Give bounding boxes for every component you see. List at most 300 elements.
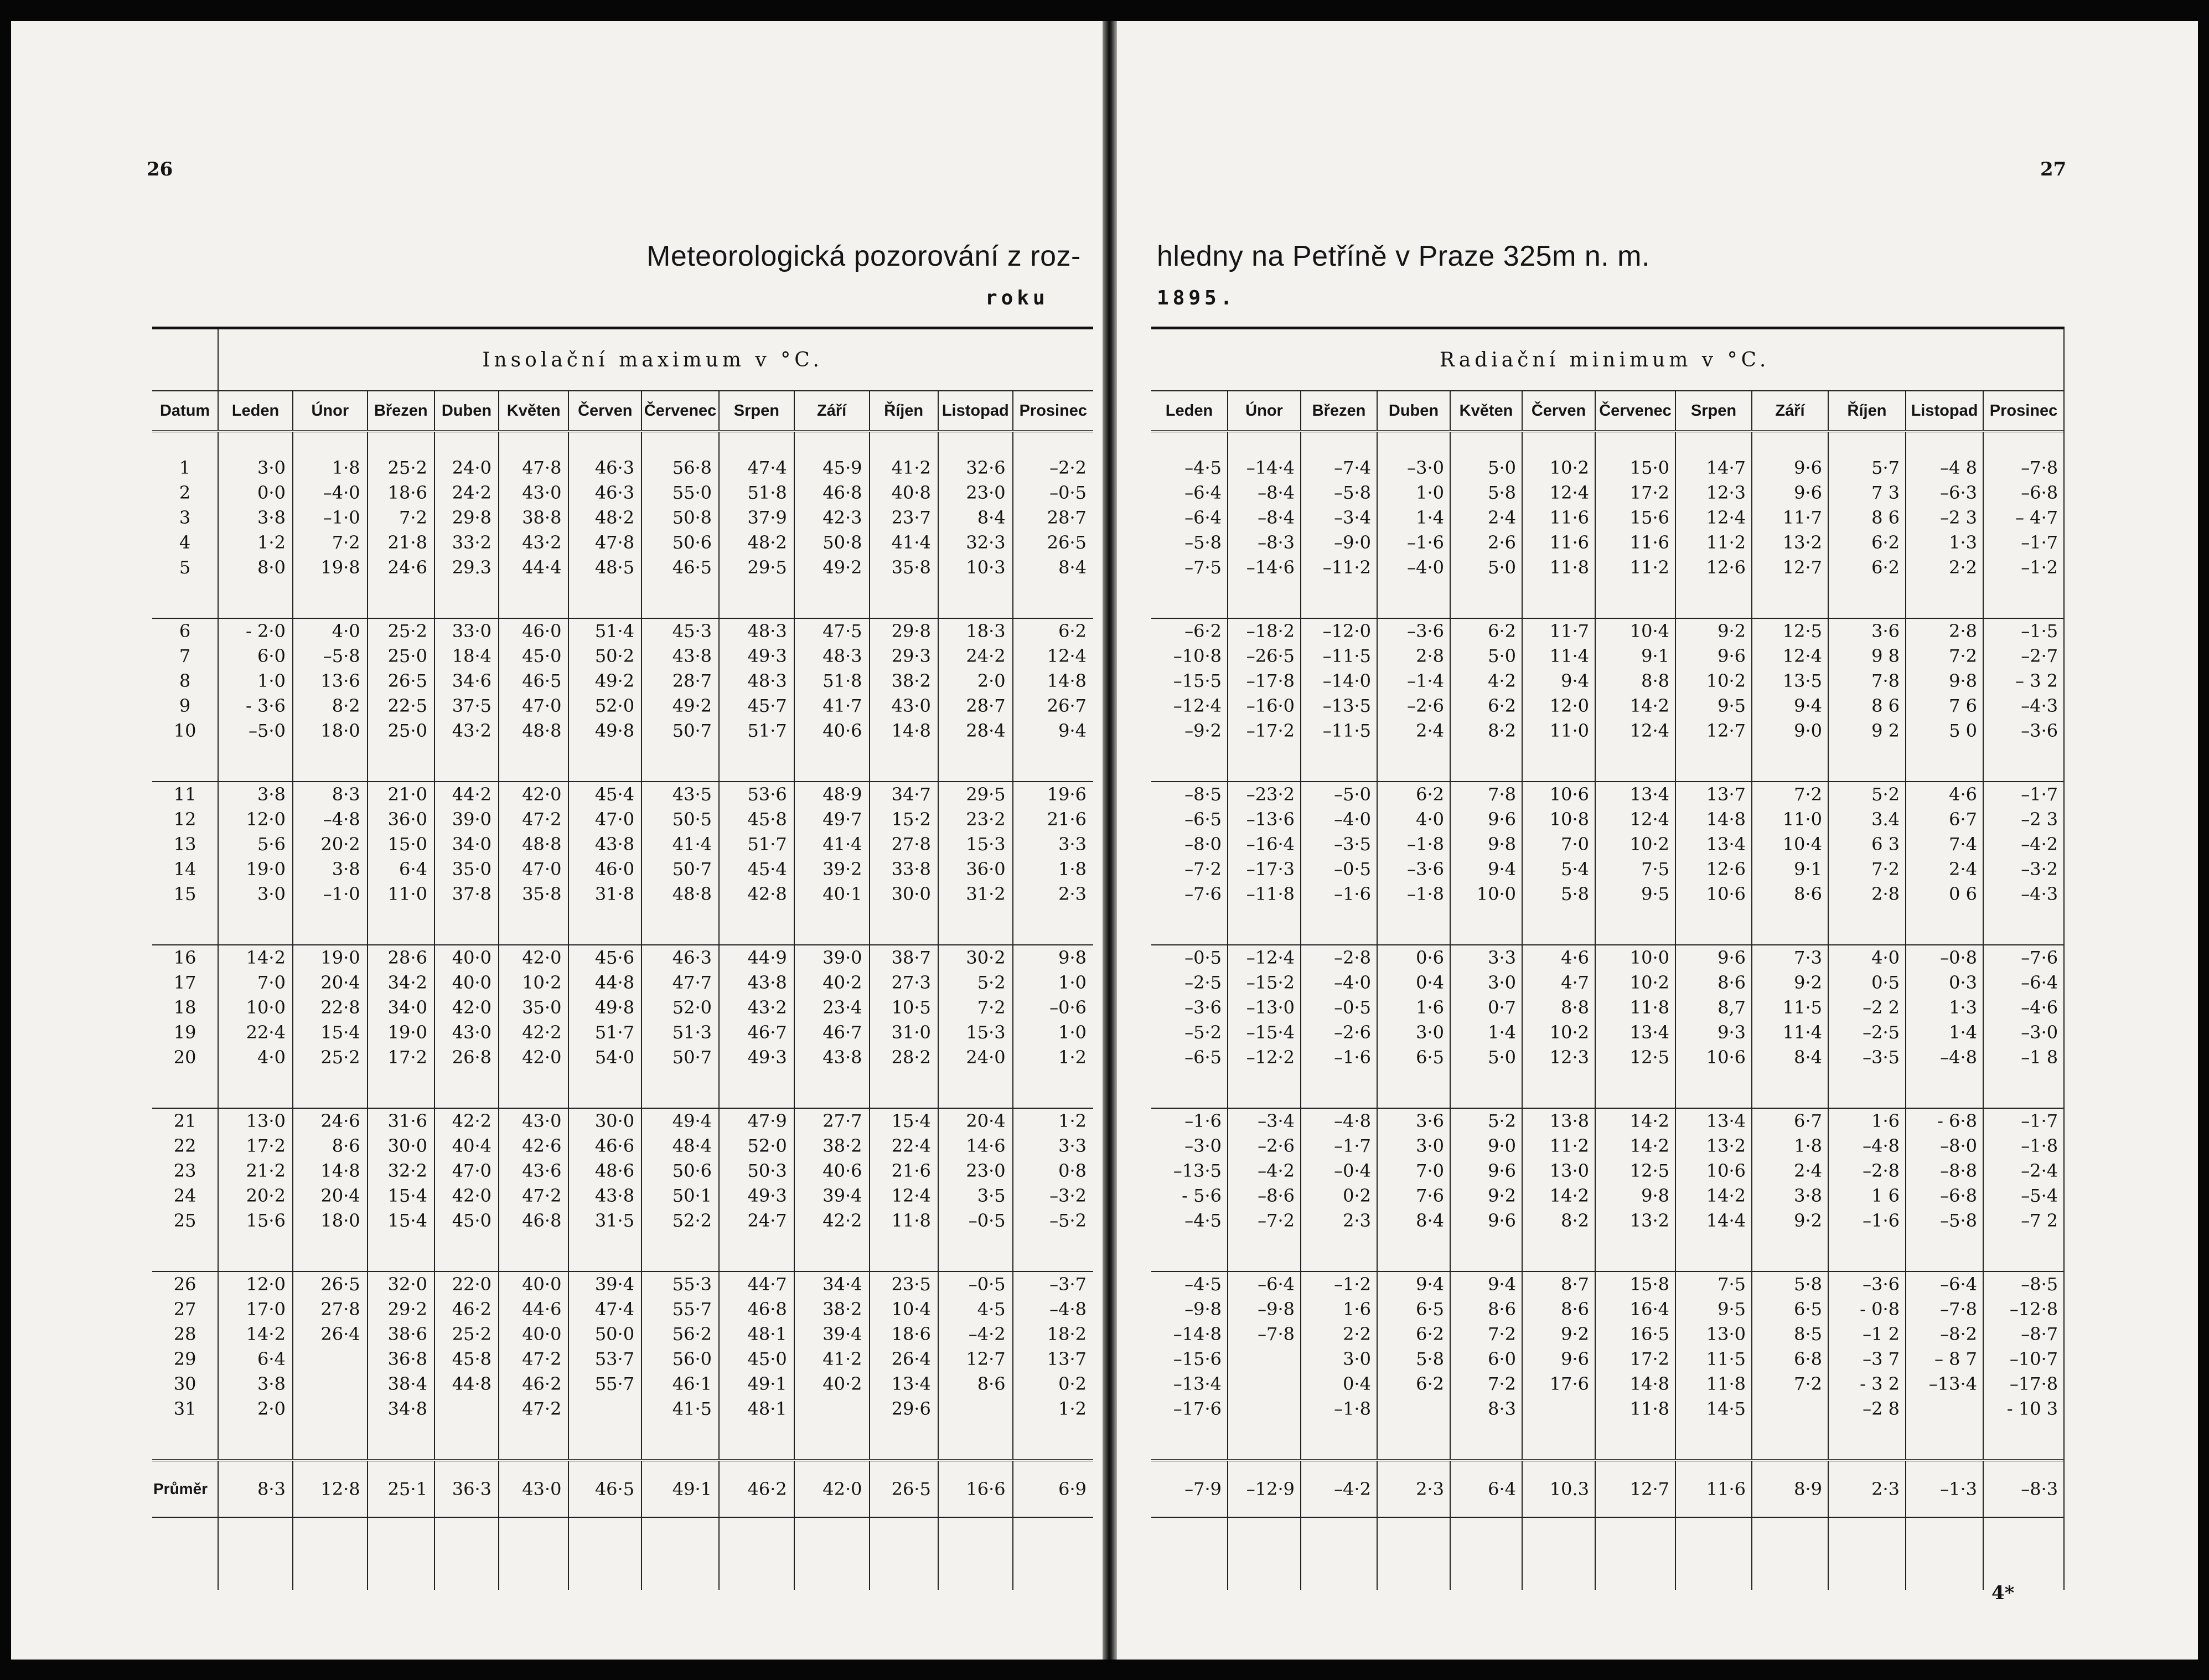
table-cell: – 8 7 xyxy=(1906,1347,1983,1372)
table-cell: –5·8 xyxy=(1184,532,1222,553)
table-cell: 1·3 xyxy=(1906,530,1983,555)
table-cell: –7·8 xyxy=(1906,1297,1983,1322)
table-cell: –16·0 xyxy=(1228,694,1301,718)
table-cell: 40·0 xyxy=(499,1271,568,1297)
table-cell: –8·3 xyxy=(1228,530,1301,555)
table-cell: 47·9 xyxy=(719,1108,794,1134)
table-cell: –7·6 xyxy=(1983,945,2063,970)
table-cell: 23·5 xyxy=(870,1271,938,1297)
table-cell: - 2·0 xyxy=(218,618,293,644)
table-cell: 40·6 xyxy=(794,718,870,743)
table-cell: 12·0 xyxy=(218,1271,293,1297)
table-cell: 8 6 xyxy=(1828,505,1906,530)
table-cell: 38·2 xyxy=(870,669,938,694)
table-cell: 43·8 xyxy=(568,1183,642,1208)
table-cell: –4·2 xyxy=(938,1322,1013,1347)
table-cell: –16·4 xyxy=(1228,832,1301,857)
table-cell: 13·2 xyxy=(1595,1208,1675,1233)
table-cell: 15·3 xyxy=(938,1020,1013,1045)
month-header: Duben xyxy=(434,391,499,431)
month-header: Leden xyxy=(1151,391,1228,431)
table-cell: 5·8 xyxy=(1522,882,1595,907)
table-row xyxy=(1151,1372,2063,1397)
table-cell: 11·2 xyxy=(1522,1134,1595,1159)
table-cell: 9·8 xyxy=(1013,945,1093,970)
month-header: Červenec xyxy=(1595,391,1675,431)
table-row xyxy=(1151,1322,2063,1347)
table-row xyxy=(152,530,1093,555)
table-cell: 34·7 xyxy=(870,782,938,807)
table-cell: 45·0 xyxy=(719,1347,794,1372)
table-cell: 3·8 xyxy=(218,782,293,807)
table-cell: 14·2 xyxy=(1595,1134,1675,1159)
table-cell: –3·6 xyxy=(1377,618,1450,644)
table-cell: –4·8 xyxy=(293,807,368,832)
average-cell: 12·7 xyxy=(1595,1460,1675,1517)
table-cell: 33·2 xyxy=(434,530,499,555)
table-cell: 48·2 xyxy=(719,530,794,555)
table-cell: 42·2 xyxy=(434,1108,499,1134)
day-number: 25 xyxy=(173,1210,196,1231)
table-cell: 6·2 xyxy=(1450,694,1522,718)
table-row xyxy=(152,995,1093,1020)
table-cell: 8·2 xyxy=(1450,718,1522,743)
table-cell: 5·0 xyxy=(1450,456,1522,480)
table-cell: –3·0 xyxy=(1983,1020,2063,1045)
average-cell: –8·3 xyxy=(1983,1460,2063,1517)
table-cell: –0·5 xyxy=(1301,995,1377,1020)
table-cell: 12·5 xyxy=(1595,1045,1675,1070)
table-cell: 11·0 xyxy=(1752,807,1828,832)
table-cell: 16·4 xyxy=(1595,1297,1675,1322)
table-row xyxy=(1151,694,2063,718)
table-cell: 48·8 xyxy=(642,882,719,907)
table-cell: 5·2 xyxy=(1450,1108,1522,1134)
table-cell: 17·2 xyxy=(1595,1347,1675,1372)
table-row xyxy=(152,555,1093,580)
table-cell: –2·6 xyxy=(1228,1134,1301,1159)
table-cell: 5·7 xyxy=(1828,456,1906,480)
table-cell: 20·4 xyxy=(938,1108,1013,1134)
table-cell: 38·4 xyxy=(368,1372,434,1397)
table-cell: 23·0 xyxy=(938,480,1013,505)
table-cell: 38·2 xyxy=(794,1134,870,1159)
table-cell: 47·0 xyxy=(499,694,568,718)
table-cell: 31·5 xyxy=(568,1208,642,1233)
month-header: Říjen xyxy=(1828,391,1906,431)
month-header: Říjen xyxy=(870,391,938,431)
table-cell: 36·0 xyxy=(938,857,1013,882)
table-cell: 48·1 xyxy=(719,1397,794,1421)
table-cell: –1·7 xyxy=(1983,530,2063,555)
table-cell: 26·4 xyxy=(870,1347,938,1372)
average-cell: 6·9 xyxy=(1013,1460,1093,1517)
table-cell: 43·2 xyxy=(719,995,794,1020)
table-cell: 22·4 xyxy=(870,1134,938,1159)
table-cell: 10·0 xyxy=(1450,882,1522,907)
table-cell: 46·3 xyxy=(568,456,642,480)
table-row xyxy=(1151,1347,2063,1372)
table-cell: –8·4 xyxy=(1228,505,1301,530)
table-cell: 44·2 xyxy=(434,782,499,807)
table-row xyxy=(152,945,1093,970)
table-cell: –2·4 xyxy=(1983,1159,2063,1183)
table-cell: 47·4 xyxy=(568,1297,642,1322)
table-cell: 10·6 xyxy=(1675,882,1752,907)
day-number: 28 xyxy=(173,1324,196,1345)
table-cell: 8·4 xyxy=(938,505,1013,530)
day-number: 23 xyxy=(173,1160,196,1181)
table-cell: –5·8 xyxy=(293,644,368,669)
table-cell: 18·0 xyxy=(293,1208,368,1233)
table-row xyxy=(1151,832,2063,857)
day-number: 6 xyxy=(179,621,191,642)
table-cell: 44·8 xyxy=(434,1372,499,1397)
table-cell: –15·6 xyxy=(1173,1348,1222,1369)
table-cell: 19·0 xyxy=(293,945,368,970)
table-cell: 13·2 xyxy=(1752,530,1828,555)
table-cell: 51·4 xyxy=(568,618,642,644)
table-row xyxy=(1151,1183,2063,1208)
table-cell: 45·4 xyxy=(719,857,794,882)
table-cell: 42·2 xyxy=(794,1208,870,1233)
table-cell: 11·8 xyxy=(1595,1397,1675,1421)
table-cell: 50·1 xyxy=(642,1183,719,1208)
table-cell: 34·0 xyxy=(368,995,434,1020)
table-cell: –4·6 xyxy=(1983,995,2063,1020)
table-cell: –5·2 xyxy=(1184,1022,1222,1043)
table-cell: 25·0 xyxy=(368,644,434,669)
table-cell: 37·8 xyxy=(434,882,499,907)
table-cell: 13·7 xyxy=(1013,1347,1093,1372)
table-cell: –3·4 xyxy=(1301,505,1377,530)
table-cell: 2·6 xyxy=(1450,530,1522,555)
table-row xyxy=(152,718,1093,743)
table-cell: 2·2 xyxy=(1906,555,1983,580)
table-cell: 14·8 xyxy=(1013,669,1093,694)
table-cell: 50·5 xyxy=(642,807,719,832)
table-cell: 19·0 xyxy=(218,857,293,882)
table-cell: 40·4 xyxy=(434,1134,499,1159)
table-cell: –1·6 xyxy=(1184,1110,1222,1131)
table-cell: 38·2 xyxy=(794,1297,870,1322)
table-cell: –6·4 xyxy=(1983,970,2063,995)
table-cell: –4·2 xyxy=(1228,1159,1301,1183)
table-cell: 24·7 xyxy=(719,1208,794,1233)
day-number: 4 xyxy=(179,532,191,553)
table-cell: 10·6 xyxy=(1675,1159,1752,1183)
table-row xyxy=(152,1159,1093,1183)
table-cell: 11·6 xyxy=(1522,505,1595,530)
table-cell: –7·2 xyxy=(1228,1208,1301,1233)
table-cell: 8·8 xyxy=(1595,669,1675,694)
table-cell: 18·6 xyxy=(368,480,434,505)
table-cell: 34·4 xyxy=(794,1271,870,1297)
table-row xyxy=(1151,644,2063,669)
table-cell: 10·2 xyxy=(1595,832,1675,857)
table-cell: 25·2 xyxy=(368,618,434,644)
table-cell: 27·3 xyxy=(870,970,938,995)
table-cell: –1·2 xyxy=(1301,1271,1377,1297)
table-row xyxy=(1151,970,2063,995)
day-number: 12 xyxy=(173,809,196,830)
table-cell: –1·7 xyxy=(1983,1108,2063,1134)
table-cell: 46·2 xyxy=(434,1297,499,1322)
day-number: 11 xyxy=(173,784,196,805)
table-row xyxy=(152,970,1093,995)
table-cell: 46·7 xyxy=(719,1020,794,1045)
table-cell: 43·8 xyxy=(719,970,794,995)
table-cell: 49·2 xyxy=(568,669,642,694)
table-cell: 42·0 xyxy=(434,1183,499,1208)
table-cell: –17·8 xyxy=(1228,669,1301,694)
table-cell: –4·0 xyxy=(1301,807,1377,832)
table-cell: 9·3 xyxy=(1675,1020,1752,1045)
table-cell: 10·8 xyxy=(1522,807,1595,832)
table-cell: 50·0 xyxy=(568,1322,642,1347)
table-cell: 17·2 xyxy=(368,1045,434,1070)
table-row xyxy=(1151,1271,2063,1297)
table-cell: 36·0 xyxy=(368,807,434,832)
month-header: Listopad xyxy=(938,391,1013,431)
table-cell: 14·2 xyxy=(1675,1183,1752,1208)
table-cell: 6·0 xyxy=(1450,1347,1522,1372)
table-cell: –7·8 xyxy=(1228,1322,1301,1347)
table-cell xyxy=(293,1372,368,1397)
table-cell: 41·2 xyxy=(794,1347,870,1372)
table-row xyxy=(1151,1397,2063,1421)
table-cell: 5·0 xyxy=(1450,1045,1522,1070)
table-cell: 28·7 xyxy=(1013,505,1093,530)
table-cell: - 3·6 xyxy=(218,694,293,718)
table-cell: 0·3 xyxy=(1906,970,1983,995)
table-cell: 3·8 xyxy=(1752,1183,1828,1208)
table-cell: 6·8 xyxy=(1752,1347,1828,1372)
table-cell: 9·6 xyxy=(1752,456,1828,480)
table-cell: 12·6 xyxy=(1675,555,1752,580)
table-cell: 49·8 xyxy=(568,995,642,1020)
table-cell: 1·8 xyxy=(293,456,368,480)
table-cell: 11·4 xyxy=(1522,644,1595,669)
table-cell: 35·8 xyxy=(499,882,568,907)
table-cell: –8·0 xyxy=(1184,834,1222,855)
table-cell: 40·0 xyxy=(499,1322,568,1347)
table-cell: 6·4 xyxy=(368,857,434,882)
table-cell: 29·3 xyxy=(870,644,938,669)
table-cell: 6·2 xyxy=(1828,555,1906,580)
table-cell: 3·8 xyxy=(293,857,368,882)
table-cell: –2 2 xyxy=(1828,995,1906,1020)
table-cell: –4·8 xyxy=(1828,1134,1906,1159)
table-row xyxy=(152,1134,1093,1159)
table-cell: 1·2 xyxy=(1013,1045,1093,1070)
signature-mark: 4* xyxy=(1991,1582,2015,1604)
table-cell: 6·2 xyxy=(1828,530,1906,555)
table-cell: 3·6 xyxy=(1828,618,1906,644)
table-cell: –6·4 xyxy=(1184,507,1222,528)
table-cell: 1·0 xyxy=(1013,970,1093,995)
average-cell: –4·2 xyxy=(1301,1460,1377,1517)
day-number: 5 xyxy=(179,557,191,578)
table-cell: 8·6 xyxy=(938,1372,1013,1397)
book-binding xyxy=(1103,21,1117,1660)
table-cell: 12·4 xyxy=(1522,480,1595,505)
table-cell: 38·7 xyxy=(870,945,938,970)
table-cell: 25·2 xyxy=(434,1322,499,1347)
table-cell: 42·2 xyxy=(499,1020,568,1045)
table-cell: 44·7 xyxy=(719,1271,794,1297)
table-cell: –3·5 xyxy=(1301,832,1377,857)
average-cell: 2·3 xyxy=(1828,1460,1906,1517)
table-row xyxy=(1151,945,2063,970)
day-number: 31 xyxy=(173,1398,196,1419)
table-cell: 14·2 xyxy=(1595,1108,1675,1134)
table-cell: 46·1 xyxy=(642,1372,719,1397)
table-cell: 2·3 xyxy=(1301,1208,1377,1233)
table-cell: 46·6 xyxy=(568,1134,642,1159)
table-cell: 4·7 xyxy=(1522,970,1595,995)
table-cell: 27·8 xyxy=(293,1297,368,1322)
table-cell: –10·7 xyxy=(1983,1347,2063,1372)
average-cell: 36·3 xyxy=(434,1460,499,1517)
table-cell: 49·2 xyxy=(794,555,870,580)
table-cell: –4·5 xyxy=(1184,1210,1222,1231)
month-header: Prosinec xyxy=(1983,391,2063,431)
table-cell: 10·4 xyxy=(870,1297,938,1322)
table-cell: 9 2 xyxy=(1828,718,1906,743)
table-cell: –1·8 xyxy=(1377,832,1450,857)
day-number: 16 xyxy=(173,947,196,968)
table-row xyxy=(1151,1108,2063,1134)
table-row xyxy=(152,669,1093,694)
table-cell: 1·6 xyxy=(1377,995,1450,1020)
table-cell: 11·2 xyxy=(1595,555,1675,580)
table-row xyxy=(1151,1134,2063,1159)
average-cell: 26·5 xyxy=(870,1460,938,1517)
table-cell: 41·5 xyxy=(642,1397,719,1421)
table-cell: –1·0 xyxy=(293,882,368,907)
table-cell: 43·5 xyxy=(642,782,719,807)
table-cell: 2·4 xyxy=(1377,718,1450,743)
table-cell: 7·2 xyxy=(1450,1372,1522,1397)
table-cell: 21·8 xyxy=(368,530,434,555)
table-cell: 31·8 xyxy=(568,882,642,907)
day-number: 20 xyxy=(173,1047,196,1068)
table-cell: 10·2 xyxy=(499,970,568,995)
table-cell: 9·8 xyxy=(1595,1183,1675,1208)
table-cell: –4·8 xyxy=(1906,1045,1983,1070)
table-cell: –2·5 xyxy=(1184,972,1222,993)
table-cell: 17·2 xyxy=(1595,480,1675,505)
table-cell: 50·2 xyxy=(568,644,642,669)
insolation-table xyxy=(152,329,1093,1590)
table-cell: –2 3 xyxy=(1906,505,1983,530)
table-cell: 8·0 xyxy=(218,555,293,580)
table-cell: –4·8 xyxy=(1301,1108,1377,1134)
table-cell: 28·7 xyxy=(642,669,719,694)
table-row xyxy=(152,832,1093,857)
table-cell: 7·0 xyxy=(1377,1159,1450,1183)
table-cell: –2·8 xyxy=(1828,1159,1906,1183)
table-cell: – 4·7 xyxy=(1983,505,2063,530)
table-row xyxy=(152,1108,1093,1134)
table-cell: 51·7 xyxy=(719,832,794,857)
table-cell: –13·6 xyxy=(1228,807,1301,832)
month-header: Srpen xyxy=(1675,391,1752,431)
table-cell: 52·0 xyxy=(568,694,642,718)
table-cell: 1·2 xyxy=(1013,1397,1093,1421)
table-cell: 49·2 xyxy=(642,694,719,718)
table-cell: 40·0 xyxy=(434,970,499,995)
table-cell: 34·2 xyxy=(368,970,434,995)
table-cell: 11·5 xyxy=(1675,1347,1752,1372)
table-cell: 48·3 xyxy=(719,618,794,644)
average-cell: 8·9 xyxy=(1752,1460,1828,1517)
table-cell: 24·2 xyxy=(938,644,1013,669)
table-row xyxy=(152,1020,1093,1045)
day-number: 9 xyxy=(179,695,191,716)
table-cell: 24·6 xyxy=(368,555,434,580)
table-cell: 47·8 xyxy=(568,530,642,555)
table-cell: 5·4 xyxy=(1522,857,1595,882)
table-cell: 55·7 xyxy=(568,1372,642,1397)
table-cell: –4·5 xyxy=(1184,457,1222,478)
table-cell: 50·6 xyxy=(642,530,719,555)
day-number: 19 xyxy=(173,1022,196,1043)
table-cell: –4·0 xyxy=(293,480,368,505)
table-cell: 31·6 xyxy=(368,1108,434,1134)
table-cell: –0·6 xyxy=(1013,995,1093,1020)
table-row xyxy=(152,807,1093,832)
month-header: Září xyxy=(794,391,870,431)
table-cell: 15·8 xyxy=(1595,1271,1675,1297)
table-cell: 46·3 xyxy=(568,480,642,505)
table-cell: –10·8 xyxy=(1173,645,1222,666)
table-cell: 40·2 xyxy=(794,1372,870,1397)
table-cell: 48·1 xyxy=(719,1322,794,1347)
table-row xyxy=(1151,718,2063,743)
table-cell: –4·8 xyxy=(1013,1297,1093,1322)
table-cell: 12·6 xyxy=(1675,857,1752,882)
table-cell: –7·8 xyxy=(1983,456,2063,480)
table-title: Insolační maximum v °C. xyxy=(218,329,1093,391)
average-cell: 6·4 xyxy=(1450,1460,1522,1517)
table-cell: 45·6 xyxy=(568,945,642,970)
table-cell: 11·0 xyxy=(368,882,434,907)
table-cell: –6·3 xyxy=(1906,480,1983,505)
table-cell: 46·5 xyxy=(642,555,719,580)
table-cell: 4·0 xyxy=(218,1045,293,1070)
table-cell: 18·2 xyxy=(1013,1322,1093,1347)
table-row xyxy=(152,1045,1093,1070)
table-cell: 55·0 xyxy=(642,480,719,505)
month-header: Březen xyxy=(1301,391,1377,431)
table-cell: 9·1 xyxy=(1595,644,1675,669)
table-cell: 8·6 xyxy=(1522,1297,1595,1322)
table-cell: 12·0 xyxy=(1522,694,1595,718)
table-cell: 5·8 xyxy=(1752,1271,1828,1297)
table-cell: –14·6 xyxy=(1228,555,1301,580)
table-row xyxy=(152,505,1093,530)
table-cell: 5·6 xyxy=(218,832,293,857)
table-cell: 49·3 xyxy=(719,1045,794,1070)
table-cell: 48·5 xyxy=(568,555,642,580)
table-cell: 47·8 xyxy=(499,456,568,480)
table-cell xyxy=(1752,1397,1828,1421)
table-cell: 15·2 xyxy=(870,807,938,832)
table-cell: 18·4 xyxy=(434,644,499,669)
table-cell: 8·8 xyxy=(1522,995,1595,1020)
